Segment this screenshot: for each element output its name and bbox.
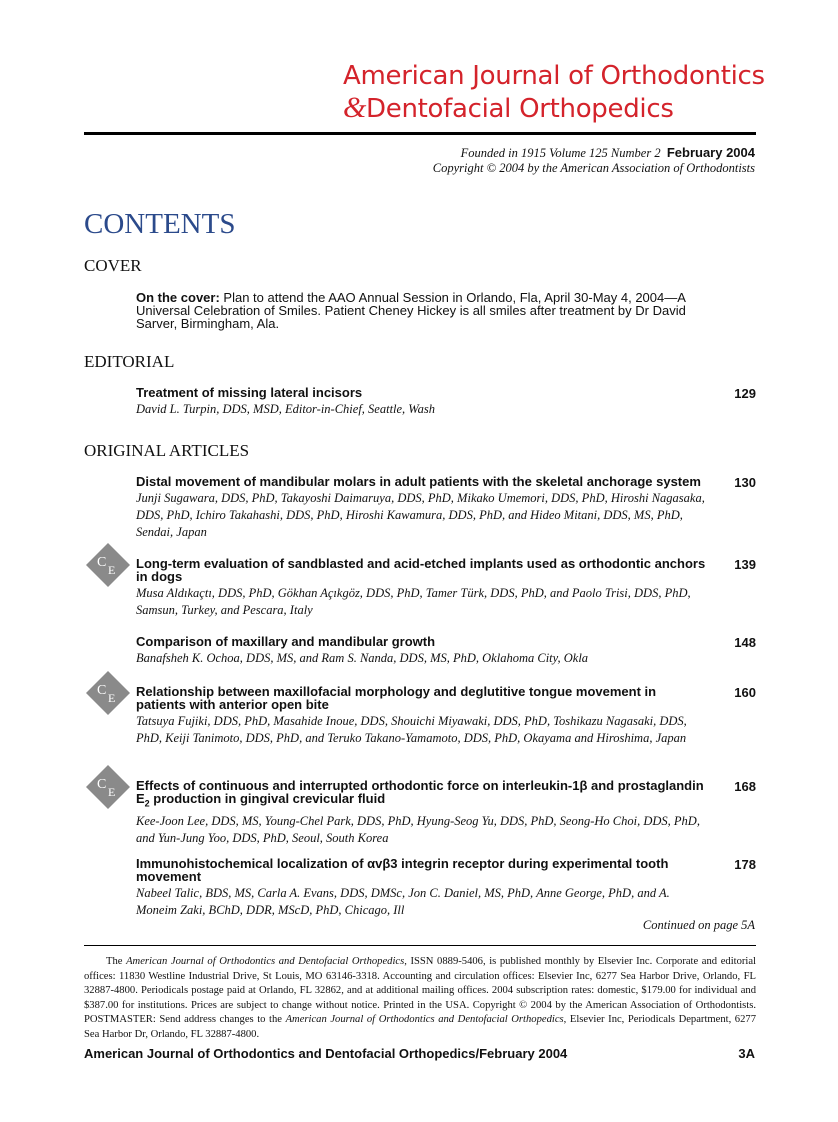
copyright-line: Copyright © 2004 by the American Association of Orthodontists	[432, 161, 755, 175]
section-heading-editorial: EDITORIAL	[84, 352, 175, 371]
page-number: 160	[734, 685, 756, 700]
notice-text: , Elsevier Inc, Periodicals Department, 6277 Sea Harbor Dr, Orlando, FL 32887-4800.	[84, 1014, 756, 1040]
page-number: 168	[734, 779, 756, 794]
issue-date: February 2004	[666, 145, 755, 160]
ce-letter-e: E	[108, 785, 116, 799]
page-title: CONTENTS	[84, 208, 236, 240]
page-number: 139	[734, 557, 756, 572]
toc-entry[interactable]	[97, 683, 756, 747]
ce-letter-c: C	[97, 777, 107, 792]
issue-info	[433, 145, 755, 176]
article-title[interactable]: Immunohistochemical localization of αvβ3 integrin receptor during experimental tooth movement	[136, 856, 669, 884]
article-title[interactable]: Relationship between maxillofacial morphology and deglutitive tongue movement in patients with anterior open bite	[136, 684, 657, 712]
section-heading-original-articles: ORIGINAL ARTICLES	[84, 441, 250, 460]
masthead-ampersand: &	[343, 91, 367, 124]
founded-volume: Founded in 1915 Volume 125 Number 2	[460, 146, 661, 160]
article-title[interactable]: Comparison of maxillary and mandibular growth	[136, 634, 436, 649]
article-authors: David L. Turpin, DDS, MSD, Editor-in-Chief, Seattle, Wash	[136, 402, 435, 416]
journal-name: American Journal of Orthodontics and Dentofacial Orthopedics	[126, 956, 405, 967]
article-authors: Tatsuya Fujiki, DDS, PhD, Masahide Inoue, DDS, Shouichi Miyawaki, DDS, PhD, Toshikazu Nagasaki, DDS, PhD, Keiji Tanimoto, DDS, PhD, and Teruko Takano-Yamamoto, DDS, PhD, Okayama and Hiroshima, Japan	[136, 714, 687, 745]
ce-credit-icon	[86, 543, 130, 587]
title-subscript: 2	[144, 798, 150, 809]
ce-credit-icon	[86, 765, 130, 809]
cover-label: On the cover:	[136, 290, 220, 305]
toc-entry[interactable]	[136, 386, 756, 418]
title-part: production in gingival crevicular fluid	[149, 791, 386, 806]
toc-entry[interactable]	[136, 635, 756, 667]
cover-description	[136, 291, 706, 330]
page-number: 148	[734, 635, 756, 650]
continued-note: Continued on page 5A	[642, 918, 755, 932]
article-authors: Junji Sugawara, DDS, PhD, Takayoshi Daimaruya, DDS, PhD, Mikako Umemori, DDS, PhD, Hiroshi Nagasaka, DDS, PhD, Ichiro Takahashi, DDS, PhD, Hiroshi Kawamura, DDS, PhD, and Hideo Mitani, DDS, MS, PhD, Sendai, Japan	[136, 491, 705, 539]
header-rule	[84, 132, 756, 135]
ce-letter-c: C	[97, 555, 107, 570]
toc-entry[interactable]	[97, 555, 756, 619]
ce-letter-c: C	[97, 683, 107, 698]
notice-text: , ISSN 0889-5406, is published monthly by Elsevier Inc. Corporate and editorial offices: 11830 Westline Industrial Drive, St Louis, MO 63146-3318. Accounting and circulation offices: Elsevier Inc, 6277 Sea Harbor Drive, Orlando, FL 32887-4800. Periodicals postage paid at Orlando, FL 32862, and at additional mailing offices. 2004 subscription rates: domestic, $179.00 for individual and $387.00 for institutions. Prices are subject to change without notice. Printed in the USA. Copyright © 2004 by the American Association of Orthodontists. POSTMASTER: Send address changes to the	[84, 956, 756, 1026]
toc-entry[interactable]	[97, 777, 756, 847]
page-folio: 3A	[738, 1046, 755, 1061]
article-authors: Banafsheh K. Ochoa, DDS, MS, and Ram S. Nanda, DDS, MS, PhD, Oklahoma City, Okla	[136, 651, 589, 665]
cover-text: Plan to attend the AAO Annual Session in Orlando, Fla, April 30-May 4, 2004—A Universal Celebration of Smiles. Patient Cheney Hickey is all smiles after treatment by Dr David Sarver, Birmingham, Ala.	[136, 290, 686, 331]
article-authors: Musa Aldıkaçtı, DDS, PhD, Gökhan Açıkgöz, DDS, PhD, Tamer Türk, DDS, PhD, and Paolo Trisi, DDS, PhD, Samsun, Turkey, and Pescara, Italy	[136, 586, 691, 617]
article-authors: Kee-Joon Lee, DDS, MS, Young-Chel Park, DDS, PhD, Hyung-Seog Yu, DDS, PhD, Seong-Ho Choi, DDS, PhD, and Yun-Jung Yoo, DDS, PhD, Seoul, South Korea	[136, 813, 700, 845]
title-part: Effects of continuous and interrupted orthodontic force on interleukin-1β and prostaglandin E	[136, 778, 704, 806]
article-authors: Nabeel Talic, BDS, MS, Carla A. Evans, DDS, DMSc, Jon C. Daniel, MS, PhD, Anne George, PhD, and A. Moneim Zaki, BChD, DDR, MScD, PhD, Chicago, Ill	[136, 886, 670, 917]
ce-letter-e: E	[108, 691, 116, 705]
footer-rule	[84, 945, 756, 946]
masthead-line2: Dentofacial Orthopedics	[366, 94, 674, 124]
ce-letter-e: E	[108, 563, 116, 577]
running-head: American Journal of Orthodontics and Dentofacial Orthopedics/February 2004	[84, 1046, 568, 1061]
page-number: 129	[734, 386, 756, 401]
notice-text: The	[106, 956, 127, 967]
toc-entry[interactable]	[136, 857, 756, 919]
page-number: 130	[734, 475, 756, 490]
article-title[interactable]: Long-term evaluation of sandblasted and acid-etched implants used as orthodontic anchors in dogs	[136, 556, 706, 584]
toc-entry[interactable]	[136, 475, 756, 541]
article-title[interactable]	[136, 779, 706, 811]
section-heading-cover: COVER	[84, 256, 142, 275]
page-number: 178	[734, 857, 756, 872]
journal-name: American Journal of Orthodontics and Dentofacial Orthopedics	[285, 1014, 564, 1026]
journal-masthead	[343, 60, 765, 125]
masthead-line1: American Journal of Orthodontics	[343, 61, 765, 91]
article-title[interactable]: Treatment of missing lateral incisors	[136, 385, 363, 400]
publisher-notice	[84, 955, 756, 1043]
article-title[interactable]: Distal movement of mandibular molars in adult patients with the skeletal anchorage system	[136, 474, 701, 489]
ce-credit-icon	[86, 671, 130, 715]
